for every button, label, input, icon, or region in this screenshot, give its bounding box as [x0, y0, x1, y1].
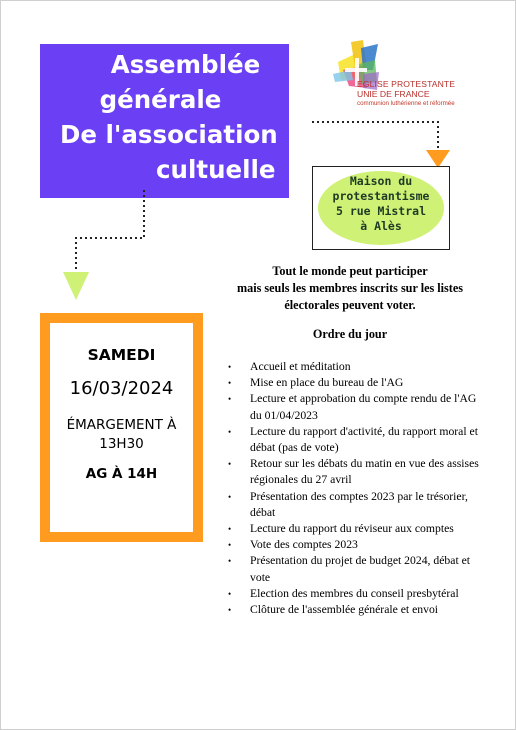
- connector-title-to-date: [56, 190, 156, 305]
- agenda-item-text: Lecture et approbation du compte rendu de l'AG du 01/04/2023: [250, 392, 477, 422]
- bullet-icon: •: [228, 426, 232, 437]
- start-time: AG À 14H: [85, 466, 158, 482]
- agenda-item-text: Mise en place du bureau de l'AG: [250, 376, 404, 390]
- location-line-2: protestantisme: [332, 189, 430, 203]
- agenda-item: [228, 586, 490, 602]
- agenda-item: [228, 456, 490, 488]
- agenda-item: [228, 602, 490, 618]
- bullet-icon: •: [228, 605, 232, 616]
- location-text: [313, 174, 449, 234]
- agenda-item: [228, 537, 490, 553]
- date-day: SAMEDI: [87, 346, 156, 364]
- bullet-icon: •: [228, 556, 232, 567]
- title-box: [40, 44, 289, 198]
- bullet-icon: •: [228, 362, 232, 372]
- agenda-item-text: Retour sur les débats du matin en vue des assises régionales du 27 avril: [250, 457, 479, 487]
- agenda-item: [228, 375, 490, 391]
- agenda-item: [228, 489, 490, 521]
- location-line-1: Maison du: [349, 174, 413, 188]
- agenda-item: [228, 553, 490, 585]
- bullet-icon: •: [228, 540, 232, 551]
- location-line-3: 5 rue Mistral: [335, 204, 426, 218]
- agenda-item: [228, 391, 490, 423]
- date-value: 16/03/2024: [69, 378, 174, 399]
- agenda-item: [228, 359, 490, 375]
- agenda-item-text: Présentation du projet de budget 2024, débat et vote: [250, 554, 471, 584]
- title-line-2: générale: [99, 85, 222, 114]
- logo-text-line-1: EGLISE PROTESTANTE: [357, 79, 456, 89]
- agenda-item-text: Election des membres du conseil presbytéral: [250, 586, 459, 600]
- logo-text-line-2: UNIE DE FRANCE: [357, 89, 430, 99]
- title-line-3: De l'association: [60, 120, 278, 149]
- agenda-item-text: Lecture du rapport d'activité, du rapport moral et débat (pas de vote): [250, 424, 478, 455]
- bullet-icon: •: [228, 378, 232, 389]
- title-line-1: Assemblée: [110, 50, 261, 79]
- bullet-icon: •: [228, 394, 232, 405]
- agenda-item-text: Lecture du rapport du réviseur aux comptes: [250, 522, 454, 536]
- registration-line-2: 13H30: [99, 436, 144, 452]
- agenda-item-text: Accueil et méditation: [250, 360, 351, 373]
- date-box: [40, 313, 203, 542]
- location-box: [312, 166, 450, 250]
- logo-text-line-3: communion luthérienne et réformée: [357, 100, 455, 107]
- bullet-icon: •: [228, 588, 232, 599]
- agenda-item-text: Présentation des comptes 2023 par le trésorier, débat: [250, 489, 468, 519]
- intro-text: [208, 263, 492, 314]
- bullet-icon: •: [228, 524, 232, 535]
- intro-line-1: Tout le monde peut participer: [272, 264, 428, 278]
- location-line-4: à Alès: [360, 219, 402, 233]
- agenda-item: [228, 521, 490, 537]
- agenda-heading: Ordre du jour: [312, 327, 388, 341]
- intro-line-3: électorales peuvent voter.: [284, 298, 416, 312]
- intro-line-2: mais seuls les membres inscrits sur les listes: [236, 281, 464, 295]
- title-line-4: cultuelle: [156, 155, 276, 184]
- agenda-item-text: Vote des comptes 2023: [250, 538, 358, 552]
- green-arrow-icon: [63, 272, 89, 300]
- bullet-icon: •: [228, 459, 232, 470]
- registration-line-1: ÉMARGEMENT À: [66, 417, 177, 433]
- agenda-item-text: Clôture de l'assemblée générale et envoi: [250, 603, 439, 617]
- agenda-item: [228, 424, 490, 456]
- bullet-icon: •: [228, 491, 232, 502]
- agenda-list: [228, 359, 490, 618]
